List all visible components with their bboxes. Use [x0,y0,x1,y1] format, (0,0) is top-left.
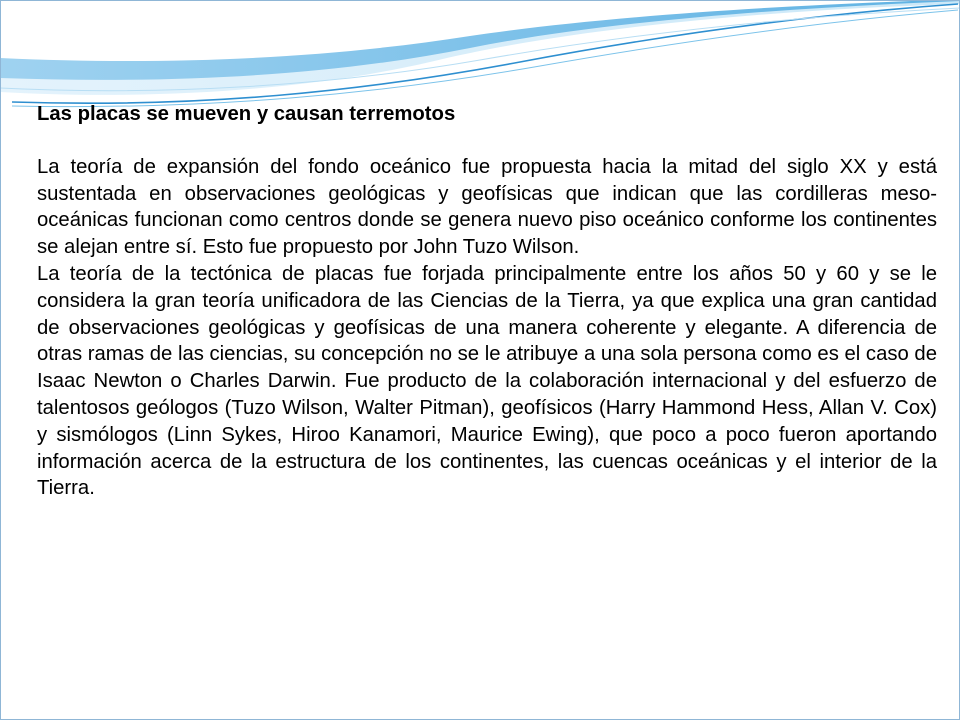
paragraph-seafloor-spreading: La teoría de expansión del fondo oceánico fue propuesta hacia la mitad del siglo XX y está sustentada en observaciones geológicas y geofísicas que indican que las cordilleras meso-oceánicas funcionan como centros donde se genera nuevo piso oceánico conforme los continentes se alejan entre sí. Esto fue propuesto por John Tuzo Wilson. [37,155,937,259]
header-wave-decoration [0,0,960,110]
slide-content [37,101,937,502]
paragraph-plate-tectonics: La teoría de la tectónica de placas fue forjada principalmente entre los años 50 y 60 y se le considera la gran teoría unificadora de las Ciencias de la Tierra, ya que explica una gran cantidad de observaciones geológicas y geofísicas de una manera coherente y elegante. A diferencia de otras ramas de las ciencias, su concepción no se le atribuye a una sola persona como es el caso de Isaac Newton o Charles Darwin. Fue producto de la colaboración internacional y del esfuerzo de talentosos geólogos (Tuzo Wilson, Walter Pitman), geofísicos (Harry Hammond Hess, Allan V. Cox) y sismólogos (Linn Sykes, Hiroo Kanamori, Maurice Ewing), que poco a poco fueron aportando información acerca de la estructura de los continentes, las cuencas oceánicas y el interior de la Tierra. [37,262,937,500]
slide-title: Las placas se mueven y causan terremotos [37,103,456,125]
